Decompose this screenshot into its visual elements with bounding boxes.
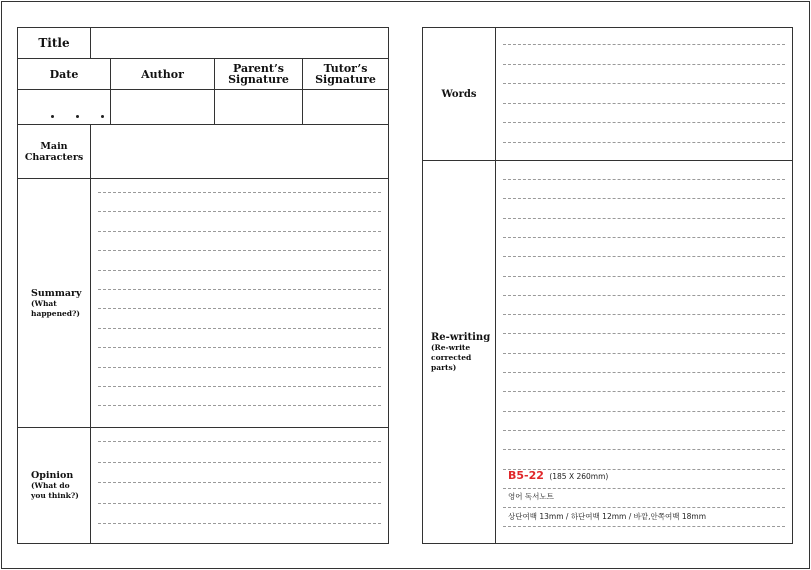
title-field[interactable]	[91, 28, 388, 58]
opinion-writing-area[interactable]	[91, 428, 388, 543]
writing-line	[98, 289, 381, 290]
title-label: Title	[38, 35, 70, 50]
writing-line	[503, 488, 785, 489]
writing-line	[503, 372, 785, 373]
opinion-label	[31, 428, 89, 543]
writing-line	[503, 314, 785, 315]
writing-line	[98, 231, 381, 232]
date-field[interactable]	[18, 90, 110, 124]
writing-line	[98, 462, 381, 463]
writing-line	[503, 526, 785, 527]
opinion-subtitle-line1: (What do	[31, 481, 70, 490]
date-separator	[101, 115, 104, 118]
writing-line	[98, 405, 381, 406]
writing-line	[503, 218, 785, 219]
product-name: 영어 독서노트	[508, 492, 554, 501]
writing-line	[503, 430, 785, 431]
summary-label	[31, 179, 89, 427]
tutor-signature-line1: Tutor’s	[323, 62, 368, 75]
main-characters-field[interactable]	[91, 125, 388, 178]
writing-line	[503, 44, 785, 45]
opinion-title: Opinion	[31, 470, 74, 481]
writing-line	[98, 347, 381, 348]
writing-line	[98, 211, 381, 212]
author-field[interactable]	[111, 90, 214, 124]
writing-line	[98, 523, 381, 524]
product-size: (185 X 260mm)	[549, 472, 609, 481]
words-label	[423, 28, 495, 160]
writing-line	[503, 122, 785, 123]
writing-line	[98, 270, 381, 271]
writing-line	[98, 308, 381, 309]
summary-subtitle-line2: happened?)	[31, 308, 80, 318]
parent-signature-field[interactable]	[215, 90, 302, 124]
writing-line	[98, 328, 381, 329]
tutor-signature-header	[303, 59, 388, 89]
writing-line	[98, 386, 381, 387]
right-notebook-page	[422, 27, 793, 544]
date-separator	[51, 115, 54, 118]
writing-line	[98, 503, 381, 504]
product-code: B5-22	[508, 469, 544, 482]
writing-line	[503, 237, 785, 238]
margin-info: 상단여백 13mm / 하단여백 12mm / 바깥,안쪽여백 18mm	[508, 512, 707, 521]
rewriting-subtitle-line1: (Re-write	[431, 342, 471, 352]
writing-line	[98, 441, 381, 442]
writing-line	[503, 353, 785, 354]
writing-line	[98, 482, 381, 483]
writing-line	[503, 391, 785, 392]
product-code-line	[508, 469, 608, 482]
writing-line	[503, 295, 785, 296]
writing-line	[98, 367, 381, 368]
writing-line	[503, 449, 785, 450]
writing-line	[503, 103, 785, 104]
rewriting-subtitle-line3: parts)	[431, 362, 457, 372]
parent-signature-line2: Signature	[228, 73, 289, 86]
writing-line	[98, 192, 381, 193]
main-characters-line1: Main	[40, 140, 68, 152]
writing-line	[503, 507, 785, 508]
parent-signature-header	[215, 59, 302, 89]
summary-subtitle-line1: (What	[31, 298, 57, 308]
summary-title: Summary	[31, 287, 82, 299]
opinion-subtitle-line2: you think?)	[31, 491, 79, 500]
left-notebook-page	[17, 27, 389, 544]
writing-line	[503, 64, 785, 65]
rewriting-label	[431, 161, 495, 543]
writing-line	[503, 198, 785, 199]
writing-line	[503, 142, 785, 143]
rewriting-writing-area[interactable]	[496, 161, 792, 543]
writing-line	[503, 179, 785, 180]
tutor-signature-line2: Signature	[315, 73, 376, 86]
author-header: Author	[141, 67, 184, 81]
writing-line	[503, 256, 785, 257]
parent-signature-line1: Parent’s	[233, 62, 284, 75]
writing-line	[98, 250, 381, 251]
words-title: Words	[441, 88, 477, 100]
writing-line	[503, 333, 785, 334]
words-writing-area[interactable]	[496, 28, 792, 160]
main-characters-line2: Characters	[24, 151, 84, 163]
writing-line	[503, 411, 785, 412]
date-separator	[76, 115, 79, 118]
main-characters-label	[18, 125, 90, 178]
writing-line	[503, 276, 785, 277]
date-header: Date	[49, 67, 79, 81]
tutor-signature-field[interactable]	[303, 90, 388, 124]
rewriting-title: Re-writing	[431, 331, 491, 343]
writing-line	[503, 83, 785, 84]
rewriting-subtitle-line2: corrected	[431, 352, 472, 362]
summary-writing-area[interactable]	[91, 179, 388, 427]
